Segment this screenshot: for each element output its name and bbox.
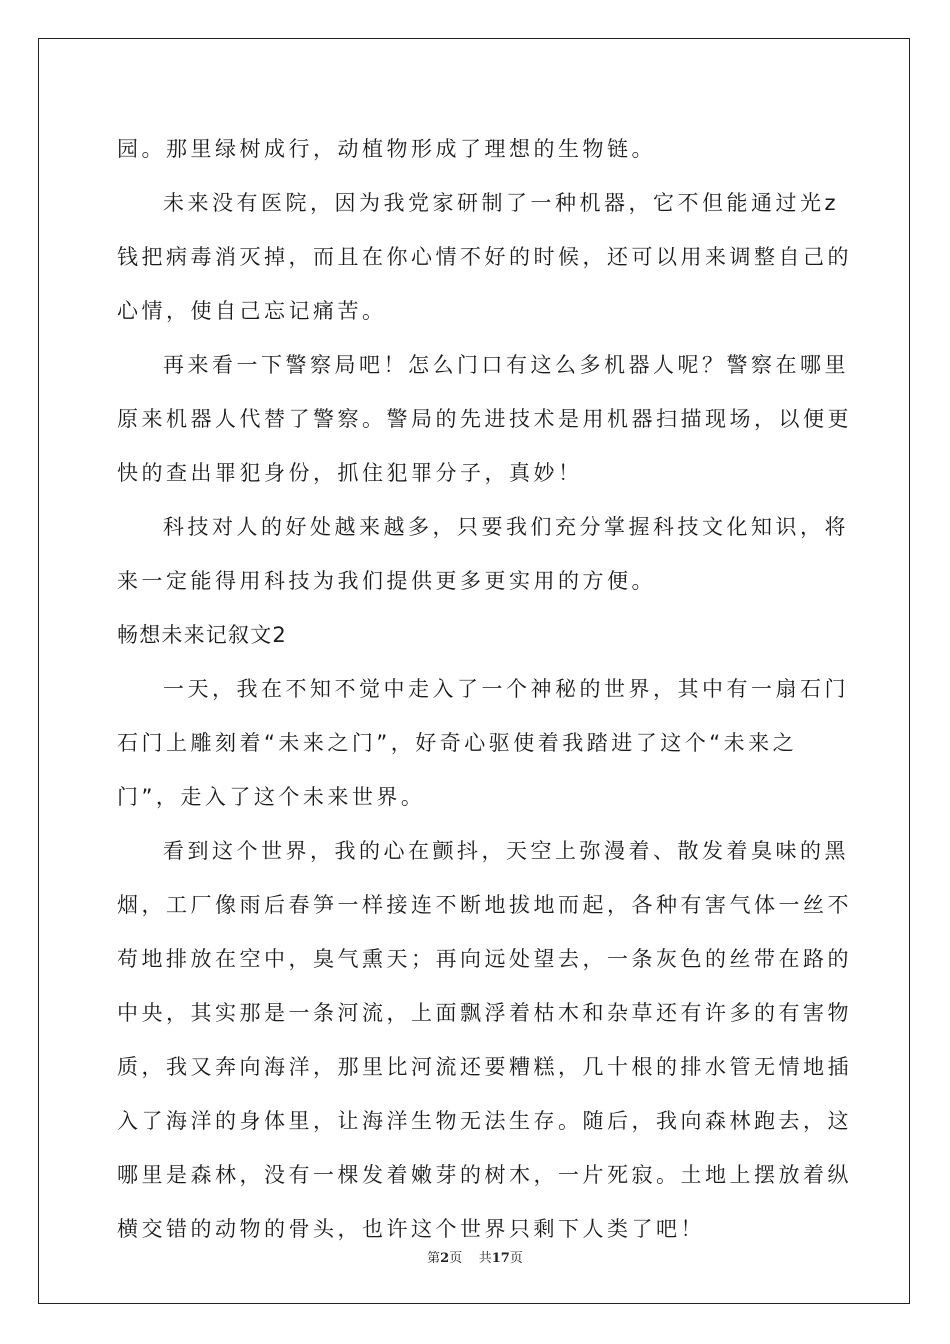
footer-total-suffix: 页 xyxy=(509,1251,523,1266)
paragraph xyxy=(117,122,837,176)
page-footer xyxy=(0,1247,950,1266)
text-line: 哪里是森林，没有一棵发着嫩芽的树木，一片死寂。土地上摆放着纵 xyxy=(117,1163,852,1187)
paragraph xyxy=(117,662,849,824)
footer-total-prefix: 共 xyxy=(478,1251,492,1266)
text-line: 入了海洋的身体里，让海洋生物无法生存。随后，我向森林跑去，这 xyxy=(117,1109,852,1133)
paragraph xyxy=(117,338,852,500)
text-line: 再来看一下警察局吧！怎么门口有这么多机器人呢？警察在哪里 xyxy=(163,353,849,377)
footer-total-pages: 17 xyxy=(491,1251,510,1266)
text-line: 园。那里绿树成行，动植物形成了理想的生物链。 xyxy=(117,137,656,161)
text-line: 看到这个世界，我的心在颤抖，天空上弥漫着、散发着臭味的黑 xyxy=(163,839,849,863)
footer-page-number: 2 xyxy=(440,1251,450,1266)
paragraph xyxy=(117,500,849,608)
text-line: 中央，其实那是一条河流，上面飘浮着枯木和杂草还有许多的有害物 xyxy=(117,1001,852,1025)
text-line: 来一定能得用科技为我们提供更多更实用的方便。 xyxy=(117,569,656,593)
document-body xyxy=(117,122,852,1256)
text-line: 一天，我在不知不觉中走入了一个神秘的世界，其中有一扇石门 xyxy=(163,677,849,701)
paragraph xyxy=(117,176,852,338)
text-line: 快的查出罪犯身份，抓住犯罪分子，真妙！ xyxy=(117,461,583,485)
text-line: 石门上雕刻着“未来之门”，好奇心驱使着我踏进了这个“未来之 xyxy=(117,731,798,755)
text-line: 钱把病毒消灭掉，而且在你心情不好的时候，还可以用来调整自己的 xyxy=(117,245,852,269)
text-line: 畅想未来记叙文2 xyxy=(117,623,287,647)
text-line: 心情，使自己忘记痛苦。 xyxy=(117,299,387,323)
section-heading xyxy=(117,608,837,662)
text-line: 科技对人的好处越来越多，只要我们充分掌握科技文化知识，将 xyxy=(163,515,849,539)
footer-page-suffix: 页 xyxy=(449,1251,463,1266)
text-line: 门”，走入了这个未来世界。 xyxy=(117,785,426,809)
text-line: 烟，工厂像雨后春笋一样接连不断地拔地而起，各种有害气体一丝不 xyxy=(117,893,852,917)
text-line: 质，我又奔向海洋，那里比河流还要糟糕，几十根的排水管无情地插 xyxy=(117,1055,852,1079)
footer-page-prefix: 第 xyxy=(427,1251,441,1266)
text-line: 苟地排放在空中，臭气熏天；再向远处望去，一条灰色的丝带在路的 xyxy=(117,947,852,971)
text-line: 原来机器人代替了警察。警局的先进技术是用机器扫描现场，以便更 xyxy=(117,407,852,431)
text-line: 横交错的动物的骨头，也许这个世界只剩下人类了吧！ xyxy=(117,1217,705,1241)
text-line: 未来没有医院，因为我党家研制了一种机器，它不但能通过光z xyxy=(163,191,840,215)
paragraph xyxy=(117,824,852,1256)
